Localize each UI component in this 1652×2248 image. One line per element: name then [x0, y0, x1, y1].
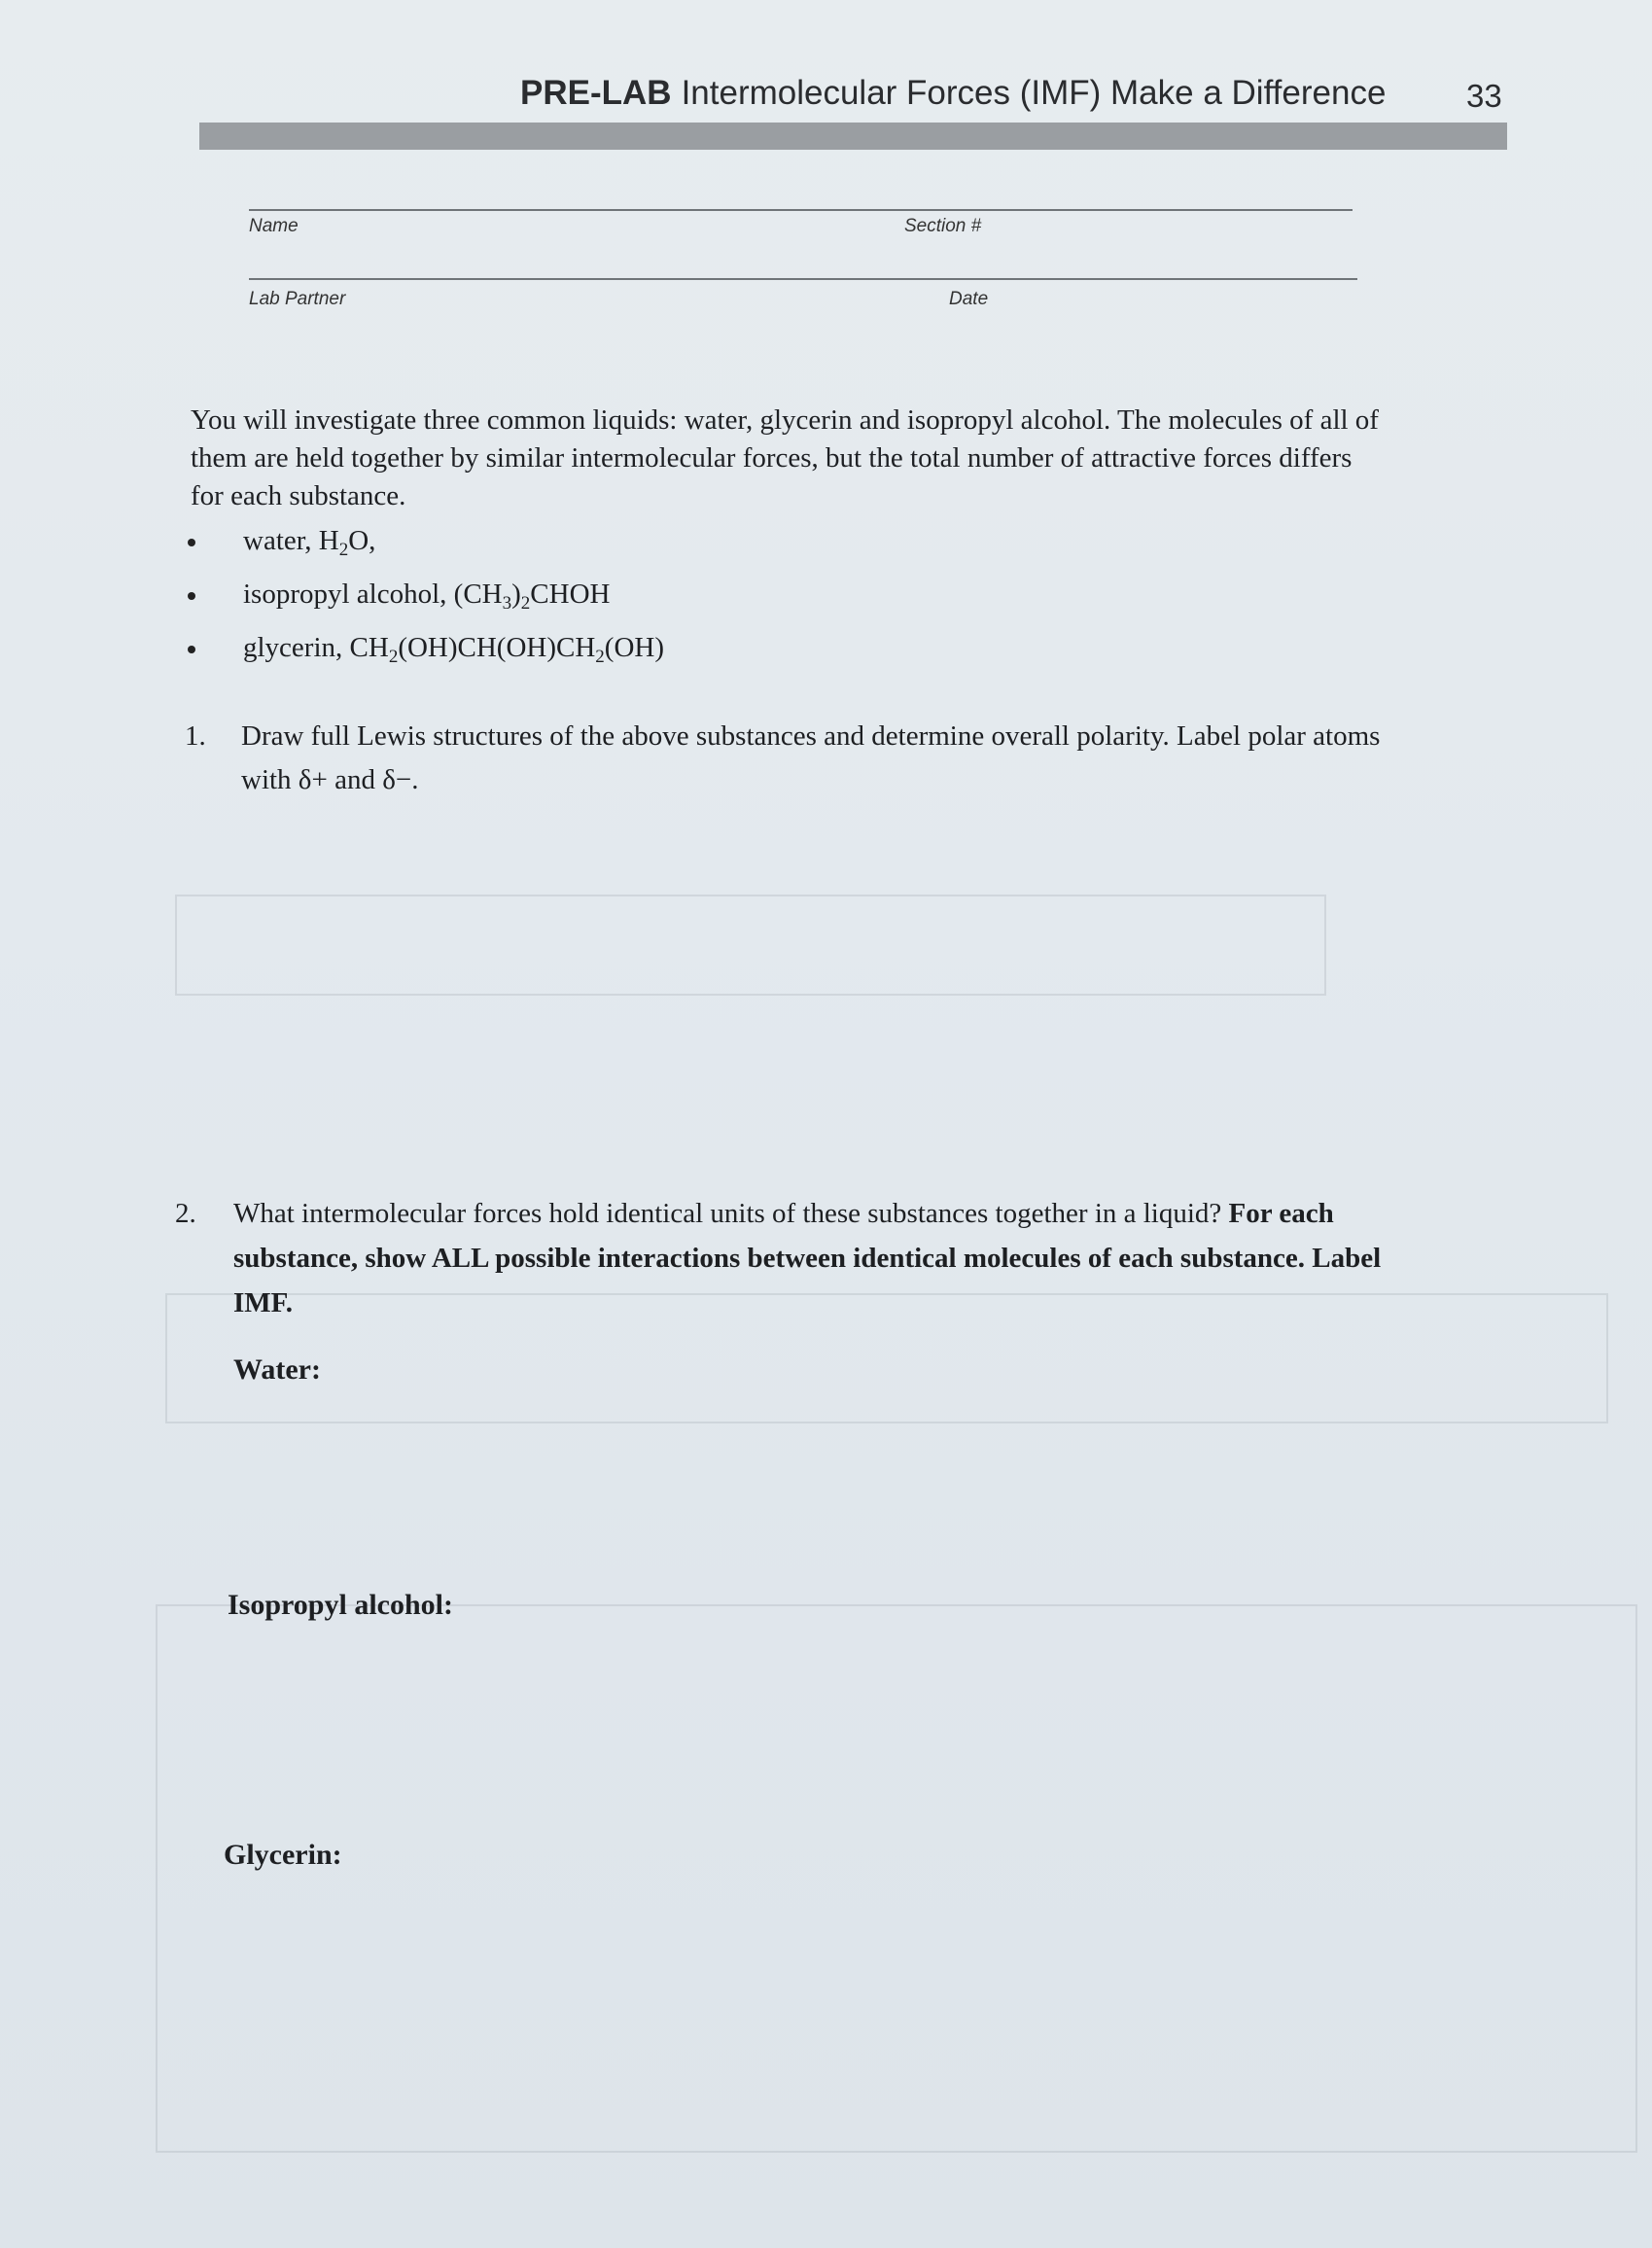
isopropyl-answer-label: Isopropyl alcohol:: [228, 1589, 453, 1621]
section-label: Section #: [904, 216, 982, 236]
prelab-label: PRE-LAB: [520, 74, 672, 112]
title-text: Intermolecular Forces (IMF) Make a Difference: [681, 74, 1387, 112]
name-label: Name: [249, 216, 299, 236]
header-bar: [199, 123, 1507, 150]
question-1: [185, 715, 1390, 802]
substance-list: [185, 525, 1352, 685]
bullet-dot: [188, 646, 195, 653]
lab-partner-label: Lab Partner: [249, 289, 346, 309]
list-item-water: water, $H_2O$,: [185, 525, 1352, 579]
partner-date-line[interactable]: [249, 278, 1357, 280]
page-number: 33: [1466, 78, 1502, 114]
bleed-through-table: [156, 1604, 1637, 2153]
list-item-isopropyl: isopropyl alcohol, $(CH_3)_2CHOH$: [185, 579, 1352, 632]
list-item-glycerin: glycerin, $CH_2(OH)CH(OH)CH_2(OH)$: [185, 632, 1352, 685]
glycerin-answer-label: Glycerin:: [224, 1839, 342, 1871]
name-section-line[interactable]: [249, 209, 1353, 211]
date-label: Date: [949, 289, 989, 309]
page-title: [520, 74, 1386, 113]
question-2-text: What intermolecular forces hold identical units of these substances together in a liquid? For each substance, show ALL possible interactions between identical molecules of each substance. Label IMF.: [233, 1198, 1382, 1318]
intro-paragraph: You will investigate three common liquids: water, glycerin and isopropyl alcohol. The molecules of all of them are held together by similar intermolecular forces, but the total number of attractive forces differs for each substance.: [191, 404, 1379, 511]
bleed-through-table: [175, 895, 1326, 996]
question-1-number: 1.: [185, 720, 206, 752]
question-1-text: Draw full Lewis structures of the above substances and determine overall polarity. Label polar atoms with δ+ and δ−.: [241, 720, 1381, 795]
question-2: [175, 1191, 1429, 1325]
water-answer-label: Water:: [233, 1353, 321, 1386]
question-2-number: 2.: [175, 1198, 196, 1229]
bullet-dot: [188, 592, 195, 600]
bullet-dot: [188, 539, 195, 546]
